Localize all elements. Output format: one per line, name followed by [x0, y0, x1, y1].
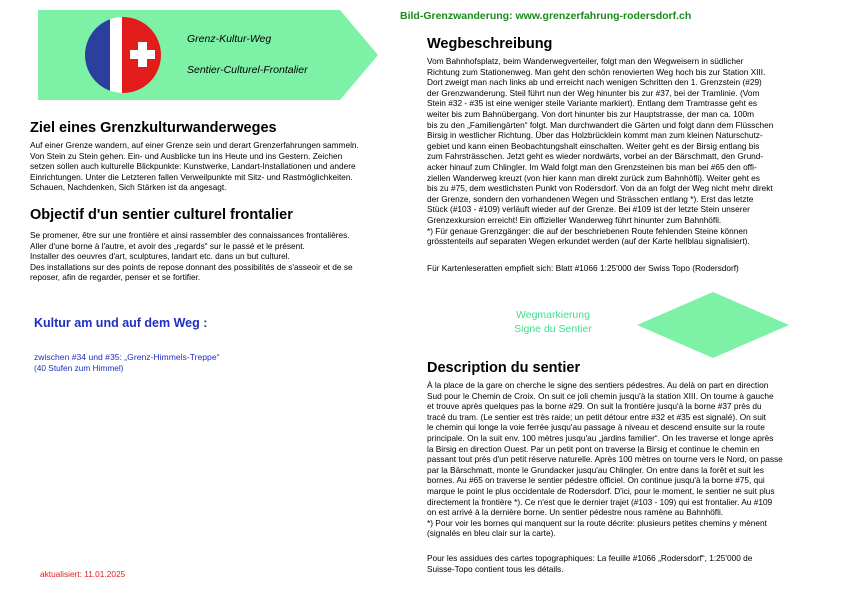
updated-date: aktualisiert: 11.01.2025	[40, 569, 126, 579]
banner-title-fr: Sentier-Culturel-Frontalier	[187, 64, 308, 76]
heading-description: Description du sentier	[427, 360, 581, 376]
heading-kultur: Kultur am und auf dem Weg :	[34, 316, 208, 330]
trail-marking-fr: Signe du Sentier	[514, 323, 592, 335]
text-ziel: Auf einer Grenze wandern, auf einer Grenze sein und derart Grenzerfahrungen sammeln. Von Stein zu Stein gehen. Ein- und Ausblicke tun ins Heute und ins Gestern. Zeichen setzen sollen auch kulturelle Blickpunkte: Kunstwerke, Landart-Installationen und andere Einrichtungen. Unter die Letzteren fallen Verweilpunkte mit Sitz- und Rastmöglichkeiten. Schauen, Nachdenken, Sich Stärken ist da angesagt.	[30, 140, 359, 193]
map-hint-de: Für Kartenleseratten empfielt sich: Blatt #1066 1:25'000 der Swiss Topo (Rodersdorf)	[427, 263, 739, 273]
trail-marking-de: Wegmarkierung	[516, 309, 590, 321]
trail-marking-diamond	[637, 292, 789, 358]
trail-marking-label	[498, 308, 608, 336]
text-wegbeschreibung: Vom Bahnhofsplatz, beim Wanderwegverteiler, folgt man den Wegweisern in südlicher Richtung zum Stationenweg. Man geht den schön renovierten Weg hoch bis zur Station XIII. Dort zweigt man nach links ab und erreicht nach wenigen Schritten den 1. Grenzstein (#29) der Grenzwanderung. Steil führt nun der Weg hinunter bis zur #37, bei der Tramlinie. (Vom Stein #32 - #35 ist eine weniger steile Variante markiert). Entlang dem Tramtrasse geht es weiter bis zum Bahnübergang. Von dort hinunter bis zur Hauptstrasse, der man ca. 100m bis zu den „Familiengärten“ folgt. Man durchwandert die Gärten und folgt dann dem Flüsschen Birsig in westlicher Richtung. Über das Holzbrücklein kommt man zum kleinen Naturschutz- gebiet und kann einen Beobachtungshalt einschalten. Weiter geht es der Birsig entlang bis zum Fahrsträsschen. Jetzt geht es wieder nordwärts, vorbei an der Bärschmatt, den Grund- acker hinauf zum Chlingler. Im Wald folgt man den Grenzsteinen bis man bei #65 den offi- ziellen Wanderweg kreuzt (von hier kann man direkt zurück zum Bahnhöfli). Weiter geht es bis zu #75, dem westlichsten Punkt von Rodersdorf. Von da an folgt der Weg nicht mehr direkt der Grenze, sondern den vorhandenen Wegen und Strässchen entlang *). Erst das letzte Stück (#103 - #109) verläuft wieder auf der Grenze. Bei #109 ist der letzte Stein unserer Grenzexkursion erreicht! Ein offizieller Wanderweg führt hinunter zum Bahnhöfli. *) Für genaue Grenzgänger: die auf der beschriebenen Route fehlenden Steine können grösstenteils auf separaten Wegen erkundet werden (auf der Karte hellblau signalisiert).	[427, 56, 774, 247]
text-description: À la place de la gare on cherche le signe des sentiers pédestres. Au delà on part en direction Sud pour le Chemin de Croix. On suit ce joli chemin jusqu'à la station XIII. On tourne à gauche et trouve après quelques pas la borne #29. On suit la frontière jusqu'à la borne #37 près du tracé du tram. (Le sentier est très raide; un petit détour entre #32 et #35 est signalé). On suit le chemin qui longe la voie ferrée jusqu'au passage à niveau et descend ensuite sur la route principale. On la suit env. 100 mètres jusqu'au „jardins familier“. On les traverse et longe après la Birsig en direction Ouest. Par un petit pont on traverse la Birsig et continue le chemin en passant tout près d'un petit réserve naturelle. Après 100 mètres on tourne vers le Nord, on passe par la Bärschmatt, monte le Grundacker jusqu'au Chlingler. On entre dans la forêt et suit les bornes. Au #65 on traverse le sentier pédestre officiel. On continue jusqu'à la borne #75, qui marque le point le plus occidentale de Rodersdorf. D'ici, pour le moment, le sentier ne suit plus directement la frontière *). Ce n'est que le dernier trajet (#103 - 109) qui est frontalier. Au #109 on est arrivé à la dernière borne. Un sentier pédestre nous ramène au Bahnhöfli. *) Pour voir les bornes qui manquent sur la route décrite: plusieurs petites chemins y mènent (signalés en bleu clair sur la carte).	[427, 380, 783, 539]
header-url[interactable]: Bild-Grenzwanderung: www.grenzerfahrung-rodersdorf.ch	[400, 10, 692, 22]
heading-objectif: Objectif d'un sentier culturel frontalier	[30, 207, 293, 223]
text-objectif: Se promener, être sur une frontière et ainsi rassembler des connaissances frontalières. Aller d'une borne à l'autre, et avoir des „regards“ sur le passé et le présent. Installer des oeuvres d'art, sculptures, landart etc. dans un but culturel. Des installations sur des points de repose donnant des possibilités de s'asseoir et de se reposer, afin de regarder, penser et se fortifier.	[30, 230, 353, 283]
culture-item: zwischen #34 und #35: „Grenz-Himmels-Treppe“	[34, 352, 220, 362]
heading-wegbeschreibung: Wegbeschreibung	[427, 36, 553, 52]
culture-subtext: (40 Stufen zum Himmel)	[34, 363, 124, 373]
banner-arrow	[38, 10, 378, 100]
banner-title-de: Grenz-Kultur-Weg	[187, 33, 272, 45]
map-hint-fr: Pour les assidues des cartes topographiques: La feuille #1066 „Rodersdorf“, 1:25'000 de Suisse-Topo contient tous les détails.	[427, 553, 753, 574]
heading-ziel: Ziel eines Grenzkulturwanderweges	[30, 120, 277, 136]
